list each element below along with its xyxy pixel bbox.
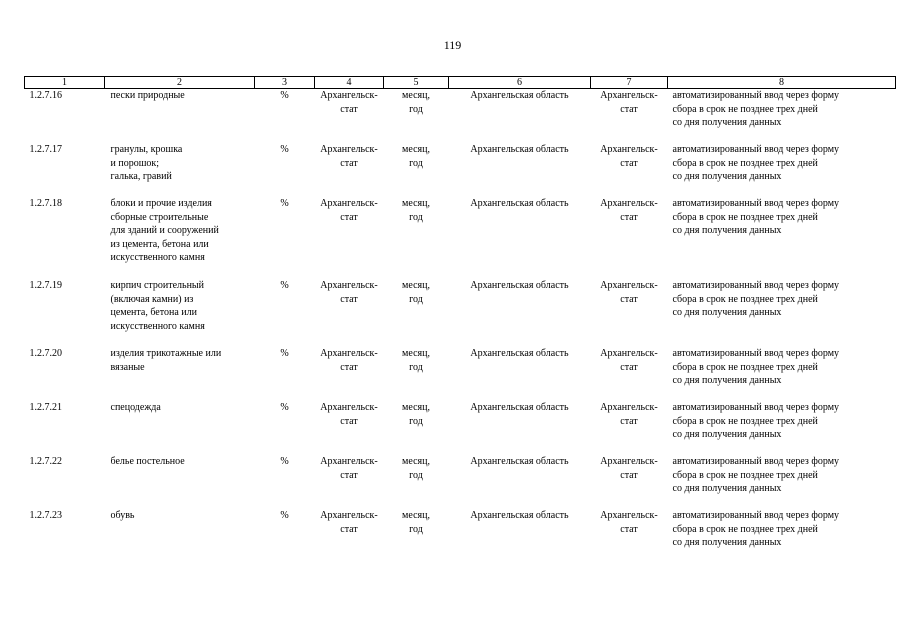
indicator-name: белье постельное — [110, 456, 185, 467]
responsible: Архангельск- стат — [600, 348, 658, 373]
column-header-5: 5 — [384, 77, 449, 89]
indicator-name: обувь — [110, 510, 135, 521]
indicator-code: 1.2.7.18 — [29, 198, 62, 209]
responsible: Архангельск- стат — [600, 402, 658, 427]
input-method: автоматизированный ввод через форму сбора в срок не позднее трех дней со дня получения данных — [672, 90, 840, 128]
table-row — [25, 279, 896, 347]
periodicity: месяц, год — [402, 198, 430, 223]
unit: % — [280, 456, 289, 467]
unit: % — [280, 402, 289, 413]
unit: % — [280, 280, 289, 291]
column-header-1: 1 — [25, 77, 105, 89]
indicator-name: блоки и прочие изделия сборные строительные для зданий и сооружений из цемента, бетона или искусственного камня — [110, 198, 219, 263]
territory: Архангельская область — [470, 456, 569, 467]
page-number: 119 — [443, 38, 462, 52]
unit: % — [280, 348, 289, 359]
input-method: автоматизированный ввод через форму сбора в срок не позднее трех дней со дня получения данных — [672, 280, 840, 318]
table-row — [25, 89, 896, 144]
periodicity: месяц, год — [402, 280, 430, 305]
unit: % — [280, 198, 289, 209]
indicator-code: 1.2.7.23 — [29, 510, 62, 521]
data-source: Архангельск- стат — [320, 510, 378, 535]
column-header-6: 6 — [449, 77, 591, 89]
indicator-name: изделия трикотажные или вязаные — [110, 348, 222, 373]
indicator-code: 1.2.7.17 — [29, 144, 62, 155]
column-header-4: 4 — [315, 77, 384, 89]
territory: Архангельская область — [470, 280, 569, 291]
periodicity: месяц, год — [402, 144, 430, 169]
data-source: Архангельск- стат — [320, 90, 378, 115]
table-row — [25, 401, 896, 455]
periodicity: месяц, год — [402, 456, 430, 481]
indicator-name: гранулы, крошка и порошок; галька, гравий — [110, 144, 183, 182]
indicator-code: 1.2.7.21 — [29, 402, 62, 413]
table-row — [25, 347, 896, 401]
territory: Архангельская область — [470, 348, 569, 359]
indicator-code: 1.2.7.19 — [29, 280, 62, 291]
data-source: Архангельск- стат — [320, 198, 378, 223]
responsible: Архангельск- стат — [600, 510, 658, 535]
column-header-2: 2 — [105, 77, 255, 89]
column-header-3: 3 — [255, 77, 315, 89]
input-method: автоматизированный ввод через форму сбора в срок не позднее трех дней со дня получения данных — [672, 456, 840, 494]
indicator-table — [24, 76, 896, 563]
periodicity: месяц, год — [402, 90, 430, 115]
territory: Архангельская область — [470, 402, 569, 413]
territory: Архангельская область — [470, 144, 569, 155]
unit: % — [280, 90, 289, 101]
responsible: Архангельск- стат — [600, 198, 658, 223]
column-header-8: 8 — [668, 77, 896, 89]
data-source: Архангельск- стат — [320, 456, 378, 481]
data-source: Архангельск- стат — [320, 348, 378, 373]
indicator-code: 1.2.7.22 — [29, 456, 62, 467]
indicator-name: спецодежда — [110, 402, 161, 413]
table-header-row — [25, 77, 896, 89]
input-method: автоматизированный ввод через форму сбора в срок не позднее трех дней со дня получения данных — [672, 198, 840, 236]
periodicity: месяц, год — [402, 510, 430, 535]
input-method: автоматизированный ввод через форму сбора в срок не позднее трех дней со дня получения данных — [672, 348, 840, 386]
table-row — [25, 509, 896, 563]
indicator-code: 1.2.7.20 — [29, 348, 62, 359]
data-source: Архангельск- стат — [320, 402, 378, 427]
responsible: Архангельск- стат — [600, 456, 658, 481]
table-row — [25, 143, 896, 197]
indicator-code: 1.2.7.16 — [29, 90, 62, 101]
territory: Архангельская область — [470, 198, 569, 209]
periodicity: месяц, год — [402, 348, 430, 373]
responsible: Архангельск- стат — [600, 280, 658, 305]
table-row — [25, 455, 896, 509]
table-row — [25, 197, 896, 279]
responsible: Архангельск- стат — [600, 90, 658, 115]
input-method: автоматизированный ввод через форму сбора в срок не позднее трех дней со дня получения данных — [672, 510, 840, 548]
column-header-7: 7 — [591, 77, 668, 89]
data-source: Архангельск- стат — [320, 280, 378, 305]
indicator-name: пески природные — [110, 90, 185, 101]
input-method: автоматизированный ввод через форму сбора в срок не позднее трех дней со дня получения данных — [672, 402, 840, 440]
input-method: автоматизированный ввод через форму сбора в срок не позднее трех дней со дня получения данных — [672, 144, 840, 182]
territory: Архангельская область — [470, 510, 569, 521]
periodicity: месяц, год — [402, 402, 430, 427]
indicator-name: кирпич строительный (включая камни) из цемента, бетона или искусственного камня — [110, 280, 205, 332]
responsible: Архангельск- стат — [600, 144, 658, 169]
data-source: Архангельск- стат — [320, 144, 378, 169]
territory: Архангельская область — [470, 90, 569, 101]
unit: % — [280, 510, 289, 521]
unit: % — [280, 144, 289, 155]
